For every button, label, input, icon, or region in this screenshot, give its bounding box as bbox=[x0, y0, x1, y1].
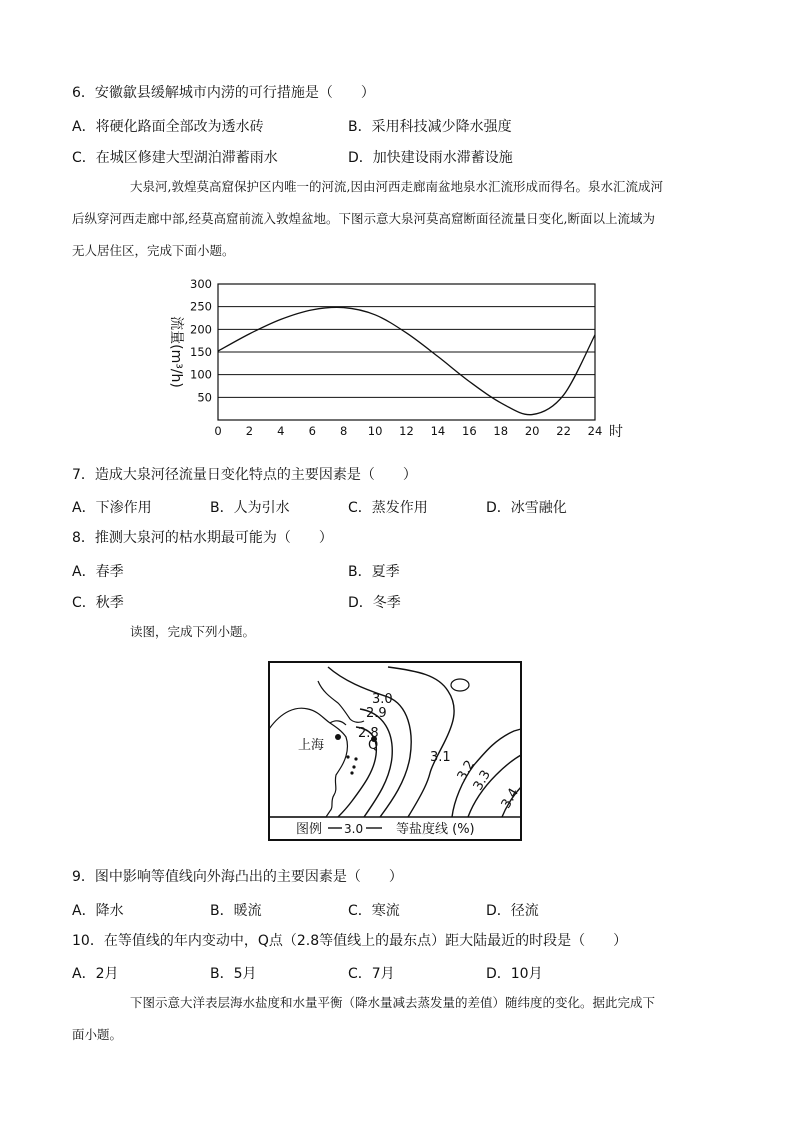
q10-option-a: A．2月 bbox=[72, 966, 119, 982]
q8-option-d: D．冬季 bbox=[348, 595, 401, 611]
y-tick-label: 250 bbox=[190, 299, 212, 314]
q8-option-b: B．夏季 bbox=[348, 564, 400, 580]
contour-label-2-9: 2.9 bbox=[366, 706, 387, 721]
q9-option-b: B．暖流 bbox=[210, 903, 262, 919]
passage3-line1: 下图示意大洋表层海水盐度和水量平衡（降水量减去蒸发量的差值）随纬度的变化。据此完成下 bbox=[130, 995, 656, 1010]
q10-stem: 10．在等值线的年内变动中，Q点（2.8等值线上的最东点）距大陆最近的时段是（ ） bbox=[72, 933, 628, 949]
q8-option-a: A．春季 bbox=[72, 564, 124, 580]
q6-option-d: D．加快建设雨水滞蓄设施 bbox=[348, 150, 513, 166]
contour-label-2-8: 2.8 bbox=[358, 726, 379, 741]
q9-option-d: D．径流 bbox=[486, 903, 539, 919]
q9-option-c: C．寒流 bbox=[348, 903, 400, 919]
contour-label-3-2: 3.2 bbox=[454, 757, 479, 784]
passage1-line1: 大泉河,敦煌莫高窟保护区内唯一的河流,因由河西走廊南盆地泉水汇流形成而得名。泉水汇流成河 bbox=[130, 179, 663, 194]
q10-option-c: C．7月 bbox=[348, 966, 395, 982]
shanghai-point bbox=[335, 734, 341, 740]
y-tick-label: 100 bbox=[190, 367, 212, 382]
x-axis-unit-label: 时 bbox=[609, 424, 623, 440]
x-tick-label: 24 bbox=[587, 424, 603, 438]
flow-chart bbox=[0, 276, 794, 446]
y-axis-label: 流量(m³/h) bbox=[168, 316, 184, 388]
q7-stem: 7．造成大泉河径流量日变化特点的主要因素是（ ） bbox=[72, 467, 417, 483]
legend-prefix: 图例 bbox=[296, 822, 323, 837]
contour-label-3-0: 3.0 bbox=[372, 692, 393, 707]
q8-stem: 8．推测大泉河的枯水期最可能为（ ） bbox=[72, 530, 333, 546]
flow-series-line bbox=[218, 307, 595, 414]
contour-label-3-4: 3.4 bbox=[498, 785, 522, 812]
legend-label: 等盐度线 (%) bbox=[396, 822, 475, 837]
x-tick-label: 0 bbox=[214, 424, 222, 438]
contour-label-3-1: 3.1 bbox=[430, 750, 451, 765]
x-tick-label: 14 bbox=[430, 424, 446, 438]
q9-stem: 9．图中影响等值线向外海凸出的主要因素是（ ） bbox=[72, 869, 403, 885]
x-tick-label: 2 bbox=[245, 424, 254, 438]
x-tick-label: 4 bbox=[277, 424, 285, 438]
q6-option-b: B．采用科技减少降水强度 bbox=[348, 119, 512, 135]
legend-sample: 3.0 bbox=[344, 822, 364, 836]
x-tick-label: 6 bbox=[308, 424, 316, 438]
q8-option-c: C．秋季 bbox=[72, 595, 124, 611]
passage3-line2: 面小题。 bbox=[72, 1027, 123, 1042]
q9-option-a: A．降水 bbox=[72, 903, 124, 919]
x-tick-label: 10 bbox=[367, 424, 383, 438]
point-q-label: Q bbox=[368, 738, 379, 753]
y-tick-label: 50 bbox=[197, 390, 212, 405]
passage2-text: 读图，完成下列小题。 bbox=[130, 624, 256, 639]
q10-option-d: D．10月 bbox=[486, 966, 543, 982]
q6-stem: 6．安徽歙县缓解城市内涝的可行措施是（ ） bbox=[72, 85, 375, 101]
y-tick-label: 200 bbox=[190, 322, 212, 337]
q6-option-a: A．将硬化路面全部改为透水砖 bbox=[72, 119, 264, 135]
x-tick-label: 12 bbox=[399, 424, 414, 438]
q7-option-d: D．冰雪融化 bbox=[486, 500, 567, 516]
x-tick-label: 18 bbox=[493, 424, 509, 438]
q10-option-b: B．5月 bbox=[210, 966, 257, 982]
y-tick-label: 300 bbox=[190, 277, 212, 291]
x-tick-label: 20 bbox=[524, 424, 540, 438]
q7-option-c: C．蒸发作用 bbox=[348, 500, 428, 516]
contour-label-3-3: 3.3 bbox=[470, 767, 495, 794]
salinity-map bbox=[268, 661, 522, 841]
x-tick-label: 16 bbox=[462, 424, 477, 438]
y-tick-label: 150 bbox=[190, 345, 212, 359]
x-tick-label: 8 bbox=[340, 424, 348, 438]
x-tick-label: 22 bbox=[556, 424, 571, 438]
passage1-line3: 无人居住区，完成下面小题。 bbox=[72, 243, 235, 258]
q7-option-b: B．人为引水 bbox=[210, 500, 290, 516]
q6-option-c: C．在城区修建大型湖泊滞蓄雨水 bbox=[72, 150, 278, 166]
passage1-line2: 后纵穿河西走廊中部,经莫高窟前流入敦煌盆地。下图示意大泉河莫高窟断面径流量日变化,断面以上流域为 bbox=[72, 211, 655, 226]
q7-option-a: A．下渗作用 bbox=[72, 500, 152, 516]
city-label: 上海 bbox=[298, 738, 325, 753]
